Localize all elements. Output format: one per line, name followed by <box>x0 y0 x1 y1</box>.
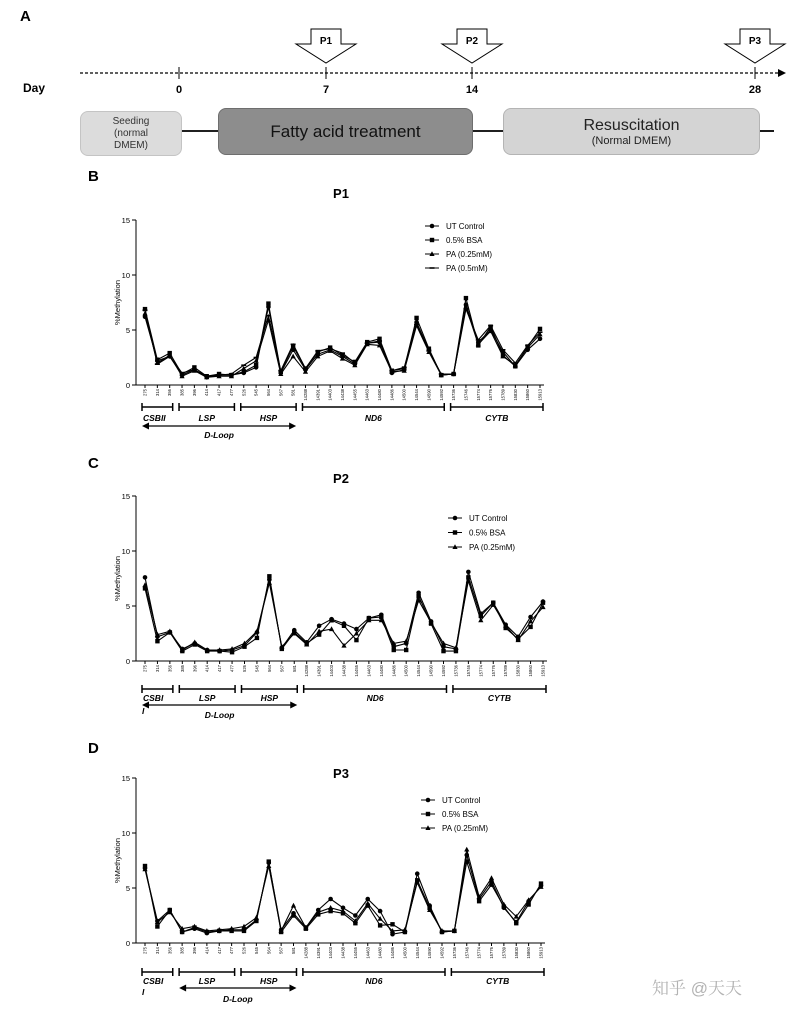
data-point <box>291 913 295 917</box>
x-tick-label: 15736 <box>451 947 457 959</box>
data-point <box>528 625 532 629</box>
x-tick-label: 14438 <box>340 389 345 401</box>
data-point <box>489 875 494 880</box>
x-tick-label: 15736 <box>451 389 457 401</box>
x-tick-label: 14438 <box>341 665 347 677</box>
x-tick-label: 15860 <box>526 947 532 959</box>
region-label: LSP <box>198 976 216 986</box>
y-tick-label: 10 <box>121 271 130 280</box>
x-tick-label: 14438 <box>340 947 346 959</box>
data-point <box>477 899 481 903</box>
data-point <box>541 601 545 605</box>
data-point <box>241 924 246 929</box>
region-label: HSP <box>260 693 279 703</box>
x-tick-label: 14590 <box>426 389 432 401</box>
data-point <box>329 618 333 622</box>
series-line <box>145 572 543 651</box>
region-label: LSP <box>198 413 215 423</box>
x-tick-label: 356 <box>167 947 173 954</box>
y-axis-label: %Methylation <box>113 555 122 602</box>
panel-letter-d: D <box>88 740 99 757</box>
panel-letter-a: A <box>20 8 31 25</box>
x-tick-label: 14486 <box>391 665 397 677</box>
data-point <box>378 923 382 927</box>
day-tick-7 <box>323 67 329 96</box>
day-tick-0 <box>176 67 182 96</box>
x-tick-label: 14500 <box>401 389 407 401</box>
legend-marker <box>430 224 435 229</box>
legend-label: UT Control <box>442 796 481 805</box>
legend-marker <box>430 238 434 242</box>
x-tick-label: 15746 <box>463 389 469 401</box>
x-tick-label: 14403 <box>328 947 334 959</box>
x-tick-label: 385 <box>179 389 185 396</box>
watermark: 知乎 @天天 <box>652 979 742 998</box>
x-tick-label: 477 <box>228 389 234 396</box>
passage-marker-p3 <box>725 29 785 63</box>
x-tick-label: 14486 <box>389 389 395 401</box>
chart-title: P2 <box>333 471 349 486</box>
y-axis-label: %Methylation <box>113 279 122 326</box>
methylation-chart-p1 <box>0 180 797 450</box>
x-tick-label: 14590 <box>427 947 433 959</box>
x-tick-label: 314 <box>154 665 160 672</box>
series-pa-0-25mm- <box>142 304 542 379</box>
region-nd6 <box>302 403 444 423</box>
data-point <box>514 921 518 925</box>
data-point <box>441 649 445 653</box>
legend <box>425 222 492 273</box>
data-point <box>155 924 159 928</box>
series-pa-0-25mm- <box>142 578 545 652</box>
series-pa-0-25mm- <box>142 847 543 933</box>
x-tick-label: 396 <box>191 389 197 396</box>
x-tick-label: 14544 <box>414 947 420 959</box>
x-tick-label: 396 <box>192 947 197 954</box>
x-tick-label: 15913 <box>538 947 544 959</box>
data-point <box>143 575 148 580</box>
x-tick-label: 414 <box>204 389 210 396</box>
x-tick-label: 14455 <box>353 665 359 677</box>
x-tick-label: 14592 <box>438 389 444 401</box>
x-tick-label: 581 <box>291 947 296 954</box>
x-tick-label: 275 <box>142 665 148 672</box>
region-label: CYTB <box>487 693 512 703</box>
data-point <box>378 909 383 914</box>
dloop-arrowhead <box>289 423 296 430</box>
x-tick-label: 15830 <box>512 389 518 401</box>
x-tick-label: 275 <box>142 947 148 954</box>
x-tick-label: 14403 <box>327 389 333 401</box>
region-label: ND6 <box>364 413 382 423</box>
x-tick-label: 414 <box>204 665 210 672</box>
region-nd6 <box>303 968 445 986</box>
series-0-5-bsa <box>143 574 545 654</box>
x-tick-label: 567 <box>278 947 284 954</box>
series-0-5-bsa <box>143 859 543 934</box>
x-tick-label: 15774 <box>475 389 481 401</box>
y-tick-label: 0 <box>125 657 130 666</box>
x-tick-label: 414 <box>204 947 210 954</box>
data-point <box>266 301 270 305</box>
methylation-chart-p2 <box>0 465 797 735</box>
x-tick-label: 14544 <box>416 665 422 677</box>
x-tick-label: 545 <box>254 665 260 672</box>
region-cytb <box>451 403 543 423</box>
x-tick-label: 564 <box>266 665 272 672</box>
x-tick-label: 15774 <box>478 665 484 677</box>
region-csbii <box>142 403 173 423</box>
region-label: CSBI <box>143 693 164 703</box>
region-csbi <box>142 685 173 703</box>
chart-title: P3 <box>333 766 349 781</box>
day-axis-label: Day <box>23 81 46 95</box>
dloop-arrowhead <box>179 985 186 992</box>
region-label: CYTB <box>485 413 509 423</box>
data-point <box>404 648 408 652</box>
data-point <box>242 929 246 933</box>
x-tick-label: 15913 <box>537 389 543 401</box>
y-tick-label: 10 <box>121 547 130 556</box>
dloop-label: D-Loop <box>222 994 253 1004</box>
series-0-5-bsa <box>143 296 542 379</box>
dloop-label: D-Loop <box>204 430 234 440</box>
y-tick-label: 15 <box>121 492 130 501</box>
data-point <box>291 903 296 908</box>
x-tick-label: 314 <box>154 389 160 396</box>
x-tick-label: 15774 <box>476 947 482 959</box>
x-tick-label: 275 <box>142 389 148 396</box>
data-point <box>192 640 197 645</box>
svg-text:7: 7 <box>322 84 330 96</box>
x-tick-label: 356 <box>167 665 173 672</box>
x-tick-label: 15830 <box>513 947 519 959</box>
y-tick-label: 10 <box>121 829 130 838</box>
x-tick-label: 15776 <box>488 389 494 401</box>
y-tick-label: 0 <box>125 381 130 390</box>
y-tick-label: 5 <box>125 602 130 611</box>
x-tick-label: 14391 <box>315 947 321 959</box>
x-tick-label: 581 <box>291 665 297 672</box>
y-tick-label: 15 <box>121 774 130 783</box>
data-point <box>416 594 420 598</box>
x-tick-label: 15860 <box>525 389 531 401</box>
chart-title: P1 <box>333 186 349 201</box>
day-tick-14 <box>466 67 479 96</box>
passage-marker-p2 <box>442 29 502 63</box>
x-tick-label: 15746 <box>465 665 471 677</box>
region-lsp <box>179 968 235 986</box>
x-tick-label: 14288 <box>303 947 309 959</box>
data-point <box>342 624 346 628</box>
series-ut-control <box>143 853 544 937</box>
x-tick-label: 14592 <box>441 665 446 677</box>
stage-box-resuscitation <box>503 108 760 155</box>
x-tick-label: 526 <box>242 665 247 672</box>
region-hsp <box>241 968 297 986</box>
svg-text:P2: P2 <box>465 36 479 47</box>
legend-marker <box>453 530 457 534</box>
region-cytb <box>453 685 546 703</box>
x-tick-label: 14500 <box>402 947 408 959</box>
x-tick-label: 545 <box>253 389 259 396</box>
region-label: HSP <box>260 976 278 986</box>
x-tick-label: 15789 <box>503 665 509 677</box>
x-tick-label: 564 <box>266 947 272 954</box>
data-point <box>402 927 407 932</box>
x-tick-label: 14455 <box>352 947 358 959</box>
legend-label: UT Control <box>446 222 485 231</box>
x-tick-label: 581 <box>290 389 296 396</box>
data-point <box>489 883 493 887</box>
region-hsp <box>241 403 296 423</box>
legend-label: 0.5% BSA <box>446 236 483 245</box>
timeline-arrowhead <box>778 69 786 77</box>
y-tick-label: 15 <box>121 216 130 225</box>
x-tick-label: 526 <box>241 947 247 954</box>
x-tick-label: 564 <box>265 389 271 396</box>
data-point <box>353 913 358 918</box>
x-tick-label: 15860 <box>528 665 534 677</box>
legend-marker <box>426 812 430 816</box>
data-point <box>414 316 418 320</box>
data-point <box>538 337 543 342</box>
data-point <box>392 648 396 652</box>
dloop-arrowhead <box>290 985 297 992</box>
x-tick-label: 14463 <box>364 389 370 401</box>
svg-text:14: 14 <box>465 84 479 96</box>
data-point <box>255 636 259 640</box>
stage-box-text: (normal <box>114 127 148 139</box>
x-tick-label: 417 <box>217 665 223 672</box>
data-point <box>267 574 271 578</box>
data-point <box>254 915 259 920</box>
data-point <box>538 327 542 331</box>
legend <box>448 514 515 552</box>
dloop-arrow <box>142 702 297 721</box>
x-tick-label: 15776 <box>489 947 494 959</box>
region-label: CSBI <box>143 976 164 986</box>
svg-text:28: 28 <box>748 84 762 96</box>
x-tick-label: 14486 <box>390 947 395 959</box>
legend-label: PA (0.25mM) <box>446 250 493 259</box>
x-tick-label: 14480 <box>377 947 383 959</box>
stage-box-subtext: (Normal DMEM) <box>591 134 672 147</box>
panel-letter-b: B <box>88 168 99 185</box>
data-point <box>464 847 469 852</box>
x-tick-label: 385 <box>179 947 185 954</box>
x-tick-label: 14288 <box>302 389 308 401</box>
y-tick-label: 0 <box>125 939 130 948</box>
legend-label: PA (0.25mM) <box>442 824 489 833</box>
y-axis-label: %Methylation <box>113 837 122 884</box>
region-lsp <box>179 403 234 423</box>
x-tick-label: 417 <box>216 947 222 954</box>
series-line <box>145 855 541 934</box>
x-tick-label: 14590 <box>428 665 434 677</box>
x-tick-label: 385 <box>179 665 185 672</box>
stage-box-text: Seeding <box>112 115 150 127</box>
x-tick-label: 545 <box>253 947 259 954</box>
x-tick-label: 14463 <box>365 947 371 959</box>
legend-label: 0.5% BSA <box>469 528 506 538</box>
x-tick-label: 14480 <box>377 389 383 401</box>
x-tick-label: 15830 <box>515 665 521 677</box>
data-point <box>390 922 394 926</box>
x-tick-label: 15913 <box>540 665 546 677</box>
series-line <box>145 850 541 931</box>
x-tick-label: 15736 <box>453 665 459 677</box>
svg-text:P3: P3 <box>748 36 762 47</box>
svg-text:0: 0 <box>175 84 183 96</box>
x-tick-label: 14455 <box>352 389 358 401</box>
region-label: CYTB <box>486 976 510 986</box>
data-point <box>328 905 333 910</box>
data-point <box>464 296 468 300</box>
x-tick-label: 526 <box>241 389 247 396</box>
dloop-arrowhead <box>290 702 297 709</box>
panel-letter-c: C <box>88 455 99 472</box>
region-label: CSBII <box>143 413 166 423</box>
x-tick-label: 15789 <box>500 389 506 401</box>
legend-label: 0.5% BSA <box>442 810 479 819</box>
data-point <box>328 897 333 902</box>
x-tick-label: 15746 <box>464 947 470 959</box>
series-line <box>145 862 541 932</box>
series-line <box>145 581 543 650</box>
passage-marker-p1 <box>296 29 356 63</box>
x-tick-label: 314 <box>154 947 160 954</box>
stage-box-text: DMEM) <box>114 139 148 151</box>
legend-label: UT Control <box>469 514 508 523</box>
data-point <box>354 638 358 642</box>
x-tick-label: 567 <box>279 665 285 672</box>
series-ut-control <box>143 302 543 379</box>
region-hsp <box>242 685 298 703</box>
x-tick-label: 14500 <box>403 665 409 677</box>
region-nd6 <box>304 685 447 703</box>
data-point <box>254 363 258 367</box>
x-tick-label: 15776 <box>490 665 496 677</box>
stage-box-fatty-acid <box>218 108 473 155</box>
x-tick-label: 396 <box>192 665 198 672</box>
x-tick-label: 14391 <box>315 389 321 401</box>
region-lsp <box>179 685 235 703</box>
data-point <box>317 624 322 629</box>
x-tick-label: 14391 <box>316 665 322 677</box>
legend-label: PA (0.5mM) <box>446 264 488 273</box>
data-point <box>267 859 271 863</box>
region-note: I <box>142 706 145 716</box>
series-pa-0-5mm- <box>143 309 543 376</box>
legend-marker <box>453 516 458 521</box>
region-cytb <box>451 968 544 986</box>
dloop-arrow <box>179 985 296 1005</box>
region-csbi <box>142 968 173 986</box>
stage-box-seeding <box>80 111 182 156</box>
stage-box-text: Resuscitation <box>583 116 680 134</box>
region-label: ND6 <box>366 693 384 703</box>
legend-marker <box>426 798 431 803</box>
dloop-arrow <box>142 423 296 441</box>
region-label: ND6 <box>365 976 383 986</box>
x-tick-label: 477 <box>229 947 235 954</box>
x-tick-label: 14544 <box>414 389 420 401</box>
x-tick-label: 14480 <box>378 665 384 677</box>
x-tick-label: 417 <box>216 389 222 396</box>
data-point <box>415 871 420 876</box>
dloop-arrowhead <box>142 423 149 430</box>
y-tick-label: 5 <box>125 326 130 335</box>
series-line <box>145 307 540 377</box>
region-label: LSP <box>198 693 216 703</box>
legend-label: PA (0.25mM) <box>469 543 516 552</box>
x-tick-label: 14403 <box>329 665 335 677</box>
x-tick-label: 356 <box>167 389 173 396</box>
x-tick-label: 14463 <box>366 665 372 677</box>
stage-box-text: Fatty acid treatment <box>270 121 421 141</box>
x-tick-label: 477 <box>229 665 235 672</box>
x-tick-label: 15789 <box>501 947 507 959</box>
series-line <box>145 576 543 652</box>
data-point <box>155 639 159 643</box>
region-note: I <box>142 987 145 997</box>
data-point <box>466 570 471 575</box>
x-tick-label: 14288 <box>304 665 310 677</box>
methylation-chart-p3 <box>0 752 797 1007</box>
legend <box>421 796 488 833</box>
svg-text:P1: P1 <box>319 36 333 47</box>
region-label: HSP <box>259 413 278 423</box>
y-tick-label: 5 <box>125 884 130 893</box>
dloop-label: D-Loop <box>204 710 235 720</box>
data-point <box>329 626 334 631</box>
day-tick-28 <box>749 67 761 96</box>
x-tick-label: 14592 <box>439 947 445 959</box>
x-tick-label: 567 <box>278 389 284 396</box>
